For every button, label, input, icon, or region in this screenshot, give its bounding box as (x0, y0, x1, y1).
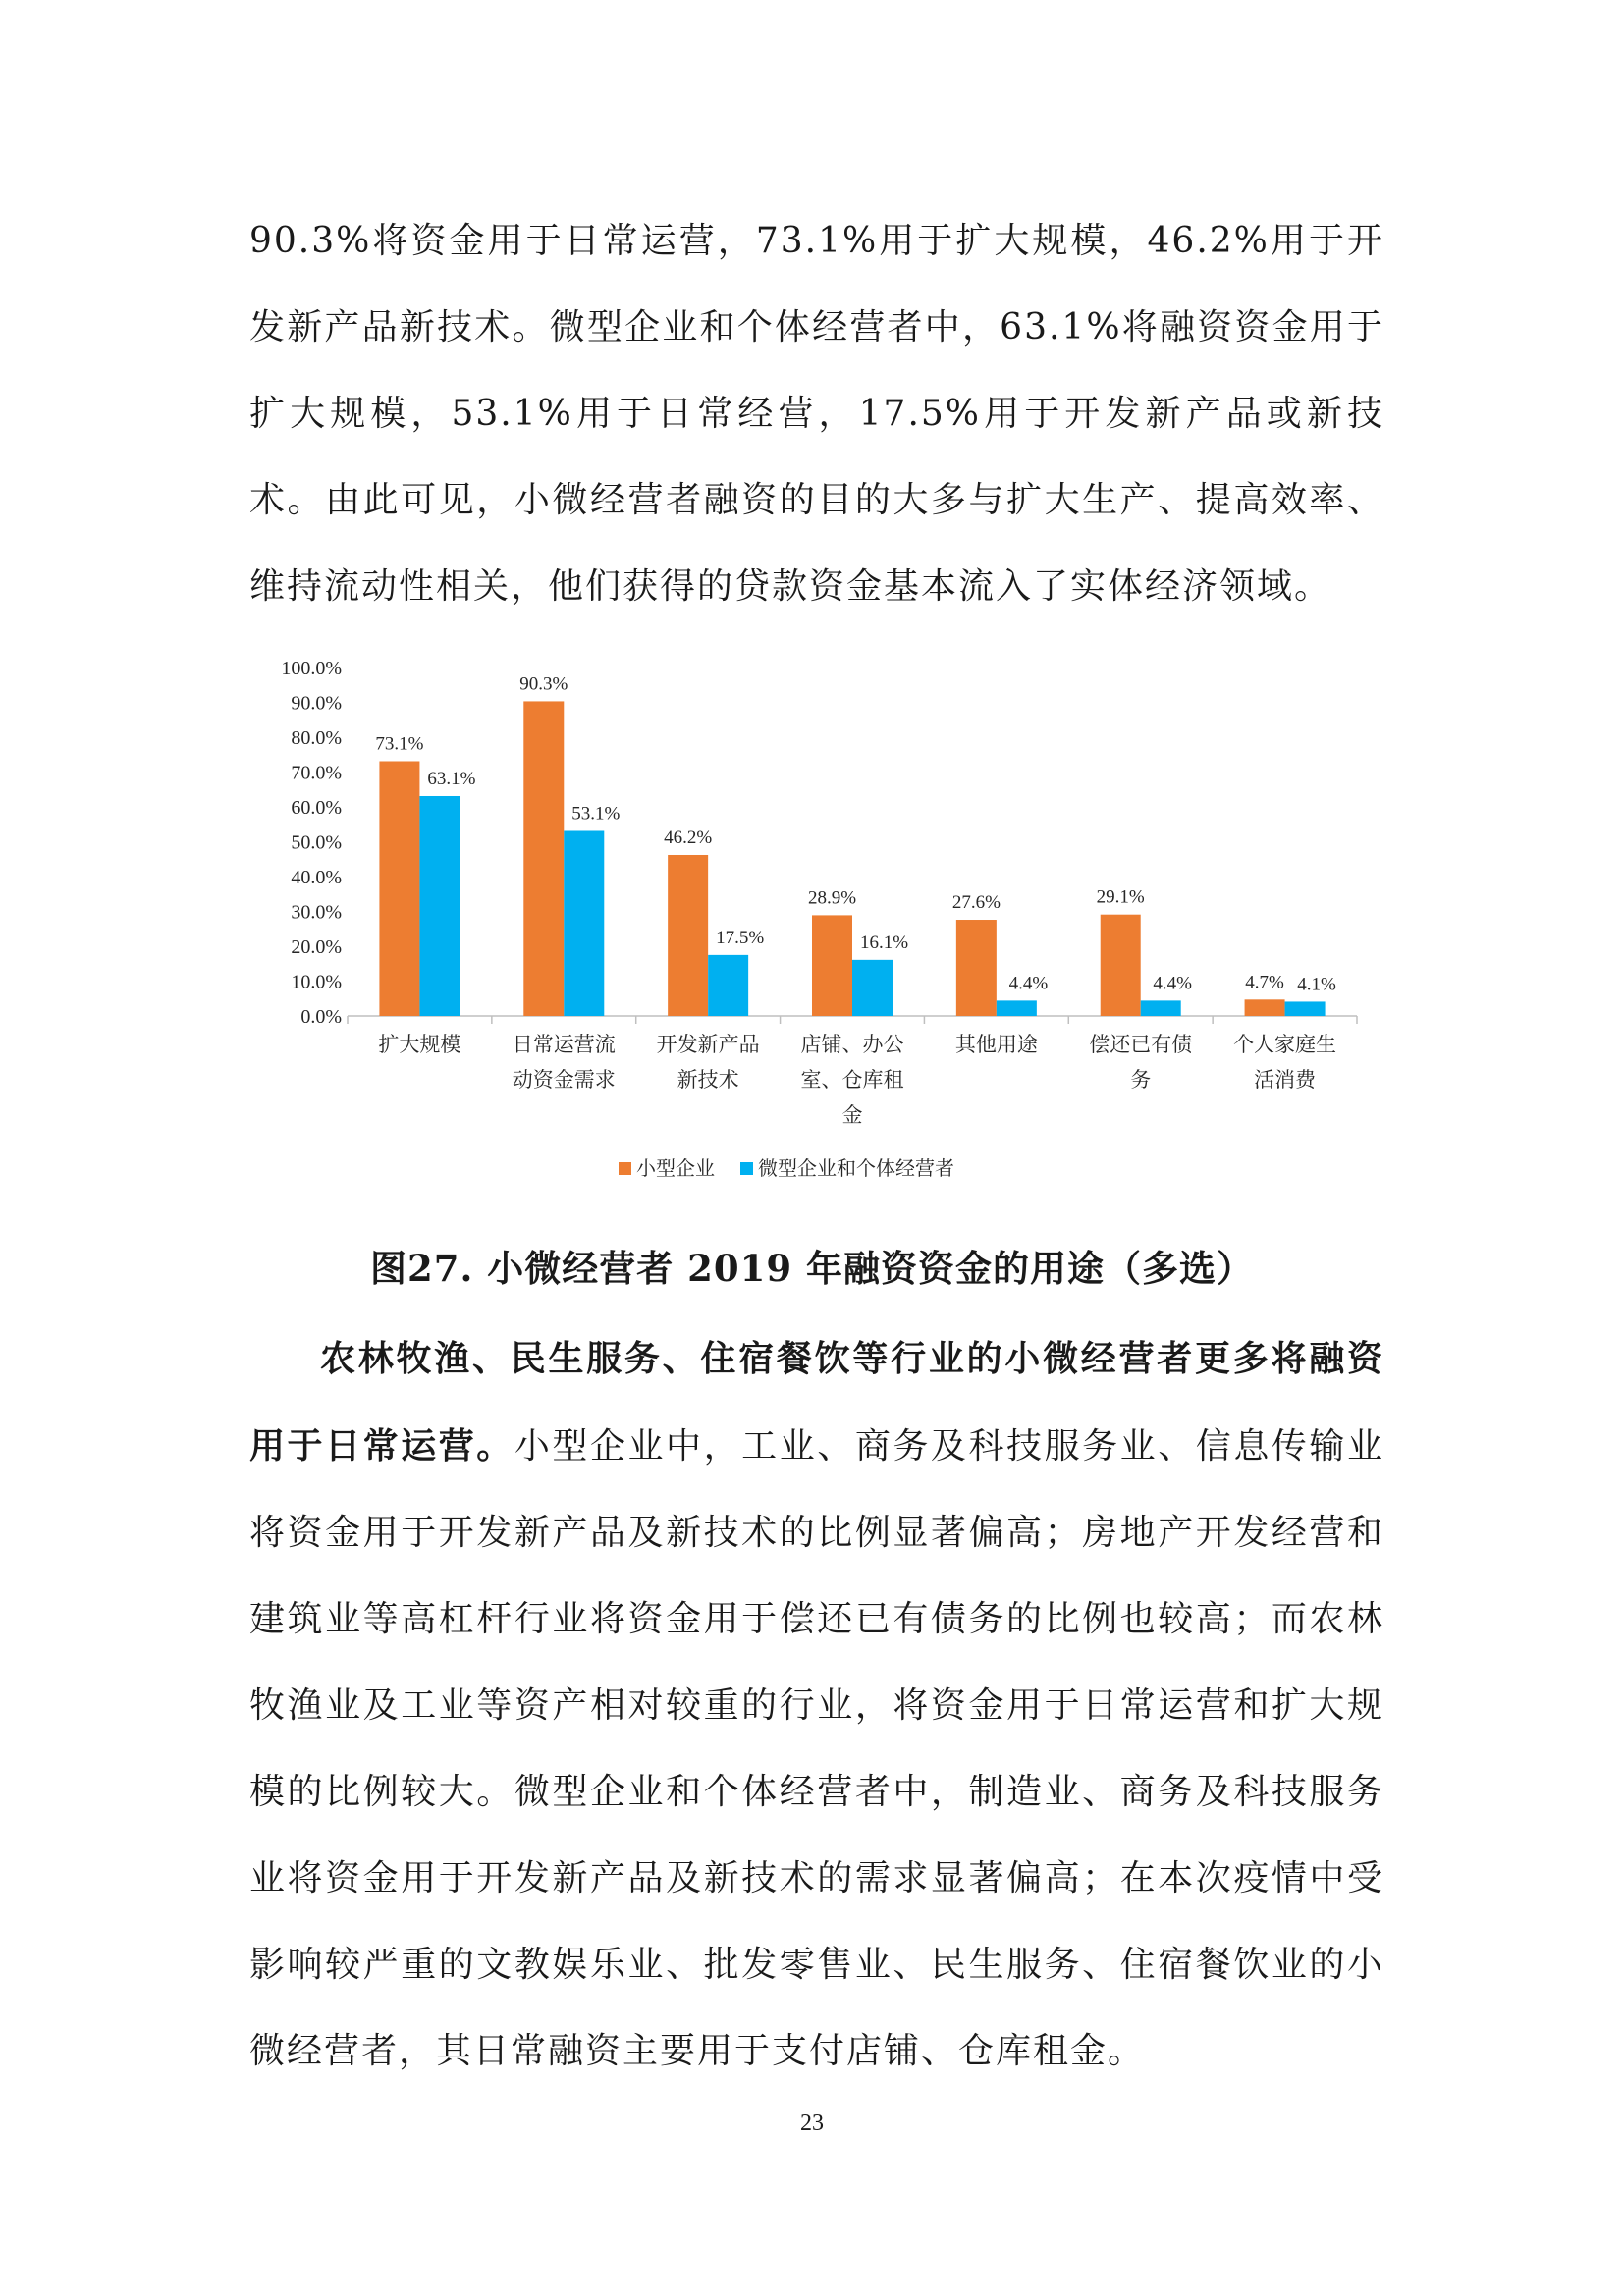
x-category-label: 开发新产品 (656, 1033, 760, 1056)
y-tick-label: 60.0% (291, 797, 342, 819)
x-category-label: 其他用途 (954, 1033, 1038, 1056)
bar-small-enterprise (1245, 999, 1285, 1016)
bar-micro-enterprise (852, 960, 893, 1016)
data-label: 4.4% (1153, 973, 1193, 994)
data-label: 4.7% (1245, 972, 1284, 993)
data-label: 4.4% (1008, 973, 1049, 994)
figure-caption: 图27. 小微经营者 2019 年融资资金的用途（多选） (370, 1247, 1254, 1290)
body-text: 小型企业中，工业、商务及科技服务业、信息传输业将资金用于开发新产品及新技术的比例显著偏高；房地产开发经营和建筑业等高杠杆行业将资金用于偿还已有债务的比例也较高；而农林牧渔业及工业等资产相对较重的行业，将资金用于日常运营和扩大规模的比例较大。微型企业和个体经营者中，制造业、商务及科技服务业将资金用于开发新产品及新技术的需求显著偏高；在本次疫情中受影响较严重的文教娱乐业、批发零售业、民生服务、住宿餐饮业的小微经营者，其日常融资主要用于支付店铺、仓库租金。 (249, 1426, 1384, 2071)
y-tick-label: 80.0% (291, 727, 342, 749)
y-tick-label: 50.0% (291, 831, 342, 854)
x-category-label: 扩大规模 (378, 1033, 461, 1056)
data-label: 16.1% (859, 932, 909, 953)
legend-swatch (619, 1162, 631, 1175)
chart-svg (251, 638, 1380, 1207)
bar-micro-enterprise (708, 955, 748, 1016)
x-category-label: 金 (841, 1103, 863, 1127)
body-paragraph (249, 1315, 1384, 2095)
y-tick-label: 40.0% (291, 867, 342, 888)
data-label: 29.1% (1096, 886, 1145, 908)
bar-small-enterprise (1101, 915, 1141, 1016)
bar-small-enterprise (956, 920, 997, 1016)
bar-micro-enterprise (997, 1000, 1037, 1016)
bar-small-enterprise (523, 701, 564, 1016)
intro-paragraph: 90.3%将资金用于日常运营，73.1%用于扩大规模，46.2%用于开发新产品新技术。微型企业和个体经营者中，63.1%将融资资金用于扩大规模，53.1%用于日常经营，17.5%用于开发新产品或新技术。由此可见，小微经营者融资的目的大多与扩大生产、提高效率、维持流动性相关，他们获得的贷款资金基本流入了实体经济领域。 (249, 221, 1384, 607)
data-label: 28.9% (807, 887, 857, 909)
y-tick-label: 70.0% (291, 762, 342, 784)
x-category-label: 个人家庭生 (1233, 1033, 1337, 1056)
data-label: 53.1% (571, 803, 621, 825)
usage-bar-chart (251, 638, 1380, 1207)
bar-micro-enterprise (419, 796, 460, 1016)
x-category-label: 室、仓库租 (800, 1068, 904, 1092)
legend-label: 微型企业和个体经营者 (758, 1156, 954, 1180)
bar-micro-enterprise (1141, 1000, 1181, 1016)
x-category-label: 偿还已有债 (1089, 1033, 1193, 1056)
y-tick-label: 10.0% (291, 971, 342, 993)
x-category-label: 务 (1130, 1068, 1152, 1092)
data-label: 17.5% (716, 927, 765, 948)
data-label: 27.6% (951, 892, 1001, 914)
bar-micro-enterprise (564, 830, 604, 1016)
x-category-label: 日常运营流 (512, 1033, 616, 1056)
y-tick-label: 90.0% (291, 692, 342, 715)
bar-small-enterprise (812, 915, 852, 1016)
bar-small-enterprise (668, 855, 708, 1016)
x-category-label: 活消费 (1254, 1068, 1317, 1092)
y-tick-label: 100.0% (281, 658, 342, 679)
legend-swatch (740, 1162, 753, 1175)
y-tick-label: 20.0% (291, 936, 342, 958)
y-tick-label: 30.0% (291, 901, 342, 924)
body-bold-lead: 农林牧渔、民生服务、住宿餐饮等行业的小微经营者更多将融资用于日常运营。 (249, 1338, 1384, 1467)
data-label: 46.2% (664, 827, 713, 848)
data-label: 63.1% (427, 768, 476, 789)
legend-label: 小型企业 (636, 1156, 715, 1180)
bar-small-enterprise (379, 761, 419, 1016)
data-label: 73.1% (375, 733, 424, 755)
x-category-label: 新技术 (677, 1068, 739, 1092)
data-label: 4.1% (1297, 974, 1336, 995)
data-label: 90.3% (519, 673, 568, 695)
y-tick-label: 0.0% (300, 1006, 342, 1028)
bar-micro-enterprise (1285, 1001, 1326, 1016)
page-number: 23 (800, 2110, 824, 2136)
x-category-label: 店铺、办公 (800, 1033, 904, 1056)
x-category-label: 动资金需求 (512, 1068, 616, 1092)
